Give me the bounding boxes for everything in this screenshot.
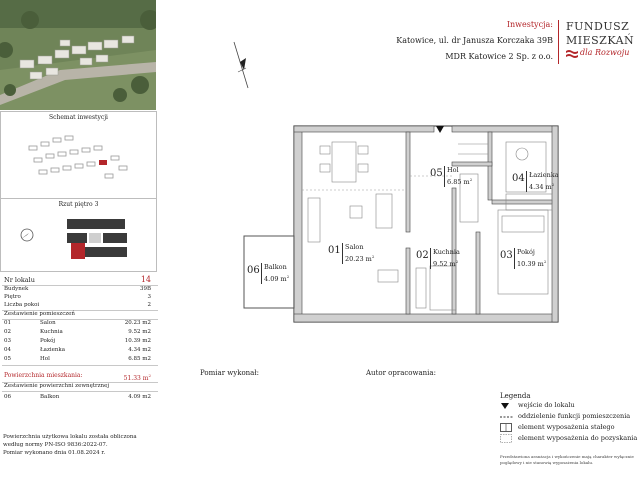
dashed-line-icon <box>500 416 514 418</box>
logo-line3: dla Rozwoju <box>580 48 630 57</box>
measurement-notes <box>3 433 173 457</box>
pietro-label: Piętro <box>4 294 21 300</box>
room-no: 02 <box>4 329 11 335</box>
room-no: 05 <box>4 356 11 362</box>
room-no: 03 <box>4 338 11 344</box>
floor-plan-drawing <box>63 213 133 269</box>
room-name: Hol <box>40 356 50 362</box>
plan-room-area: 10.39 m <box>517 260 544 269</box>
plan-room-no: 05 <box>430 168 443 179</box>
pokoje-value: 2 <box>147 302 151 308</box>
room-row <box>2 328 155 336</box>
pokoje-row <box>2 301 155 309</box>
legend-title: Legenda <box>500 392 531 400</box>
investment-company: MDR Katowice 2 Sp. z o.o. <box>445 52 553 61</box>
investment-address: Katowice, ul. dr Janusza Korczaka 39B <box>396 36 553 45</box>
legend-item-label: element wyposażenia do pozyskania <box>518 434 638 442</box>
investment-photo <box>0 0 156 110</box>
room-area: 20.23 m2 <box>124 320 151 326</box>
fundusz-logo <box>566 20 638 60</box>
ext-row <box>2 393 155 401</box>
investment-schema-map <box>19 126 139 194</box>
plan-room-no: 04 <box>512 173 525 184</box>
disclaimer-line: Przedstawiona aranżacja i wykończenie mają charakter wyłącznie <box>500 454 634 459</box>
legend <box>500 392 639 480</box>
nr-label: Nr lokalu <box>4 276 35 284</box>
plan-room-no: 06 <box>247 265 260 276</box>
fixed-fixture-icon <box>500 423 512 432</box>
apartment-plan <box>238 118 578 326</box>
plan-room-name: Balkon <box>264 263 287 271</box>
plan-room-name: Kuchnia <box>433 248 460 256</box>
plan-room-no: 01 <box>328 245 341 256</box>
logo-flag-icon <box>566 49 578 59</box>
pomiar-label: Pomiar wykonał: <box>200 369 259 377</box>
room-area: 4.34 m2 <box>128 347 151 353</box>
plan-room-name: Pokój <box>517 248 535 256</box>
apartment-info-table <box>0 272 157 432</box>
zest-heading <box>2 310 155 318</box>
room-area: 6.85 m2 <box>128 356 151 362</box>
ext-heading <box>2 382 155 390</box>
room-name: Łazienka <box>40 347 66 353</box>
total-label: Powierzchnia mieszkania: <box>4 372 83 379</box>
plan-room-no: 02 <box>416 250 429 261</box>
plan-room-name: Salon <box>345 243 364 251</box>
plan-room-name: Łazienka <box>529 171 559 179</box>
nr-value: 14 <box>140 275 151 284</box>
investment-label: Inwestycja: <box>506 20 553 29</box>
budynek-row <box>2 285 155 293</box>
logo-line2: MIESZKAŃ <box>566 34 635 47</box>
note-line: Pomiar wykonano dnia 01.08.2024 r. <box>3 450 106 456</box>
room-name: Salon <box>40 320 56 326</box>
total-value: 51.33 $m^2$ <box>123 373 151 382</box>
plan-room-area: 4.09 m <box>264 275 287 284</box>
investment-schema-panel <box>0 111 157 199</box>
zest-label: Zestawienie pomieszczeń <box>4 311 75 317</box>
total-row <box>2 372 155 380</box>
budynek-label: Budynek <box>4 286 29 292</box>
room-area: 9.52 m2 <box>128 329 151 335</box>
legend-disclaimer <box>500 454 639 466</box>
compass-small-icon <box>17 225 37 245</box>
ext-no: 06 <box>4 394 11 400</box>
room-row <box>2 319 155 327</box>
plan-room-area: 4.34 m <box>529 183 552 192</box>
legend-item-label: oddzielenie funkcji pomieszczenia <box>518 412 631 420</box>
plan-room-name: Hol <box>447 166 459 174</box>
note-line: według normy PN-ISO 9836:2022-07. <box>3 442 108 448</box>
pietro-row <box>2 293 155 301</box>
note-line: Powierzchnia użytkowa lokalu została obliczona <box>3 434 137 440</box>
autor-label: Autor opracowania: <box>366 369 436 377</box>
plan-room-no: 03 <box>500 250 513 261</box>
optional-fixture-icon <box>500 434 512 443</box>
disclaimer-line: poglądowy i nie stanowią wyposażenia lokalu. <box>500 460 594 465</box>
pietro-value: 3 <box>147 294 151 300</box>
room-no: 04 <box>4 347 11 353</box>
floor-plan-panel <box>0 198 157 272</box>
room-row <box>2 346 155 354</box>
ext-area: 4.09 m2 <box>128 394 151 400</box>
room-row <box>2 337 155 345</box>
legend-item-label: wejście do lokalu <box>518 401 575 409</box>
north-arrow-icon <box>228 40 254 90</box>
room-area: 10.39 m2 <box>124 338 151 344</box>
ext-label: Zestawienie powierzchni zewnętrznej <box>4 383 110 389</box>
schema-title: Schemat inwestycji <box>49 114 108 121</box>
budynek-value: 39B <box>139 286 151 292</box>
plan-room-area: 9.52 m <box>433 260 456 269</box>
legend-item-label: element wyposażenia stałego <box>518 423 615 431</box>
pokoje-label: Liczba pokoi <box>4 302 40 308</box>
plan-room-area: 6.85 m <box>447 178 470 187</box>
room-name: Kuchnia <box>40 329 63 335</box>
room-name: Pokój <box>40 338 56 344</box>
entrance-triangle-icon <box>500 402 510 410</box>
ext-name: Balkon <box>40 394 60 400</box>
logo-line1: FUNDUSZ <box>566 20 630 33</box>
room-no: 01 <box>4 320 11 326</box>
room-row <box>2 355 155 363</box>
plan-room-area: 20.23 m <box>345 255 372 264</box>
nr-row <box>2 276 155 284</box>
header-divider <box>558 20 559 64</box>
floor-title: Rzut piętro 3 <box>58 201 99 208</box>
